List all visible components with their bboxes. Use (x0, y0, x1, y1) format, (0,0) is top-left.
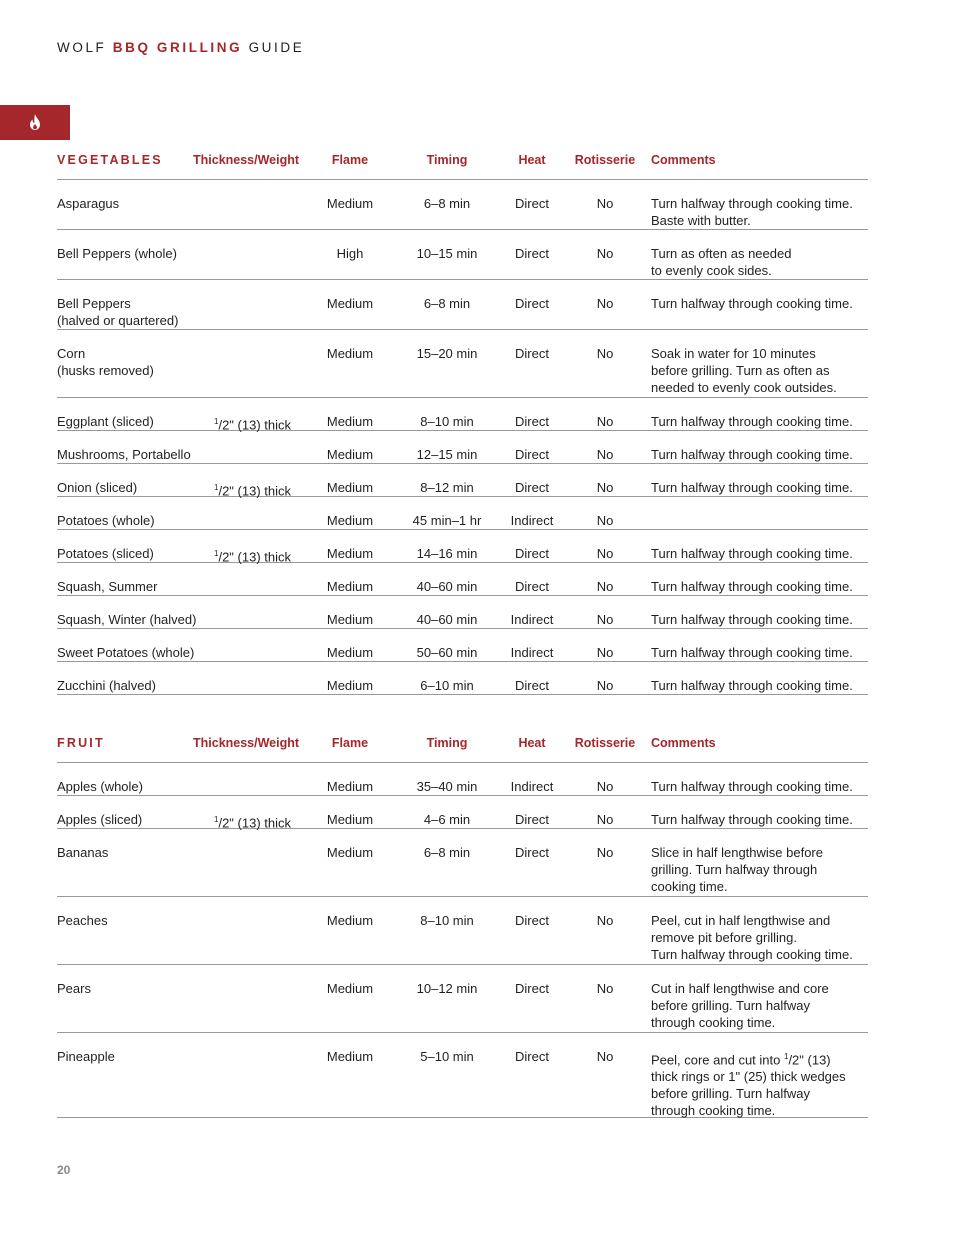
item-heat: Direct (515, 480, 549, 495)
item-rotisserie: No (596, 296, 614, 311)
item-name: Apples (whole) (57, 779, 143, 794)
item-name: Pineapple (57, 1049, 115, 1064)
item-timing: 35–40 min (416, 779, 478, 794)
item-name: Mushrooms, Portabello (57, 447, 191, 462)
item-heat: Indirect (510, 779, 554, 794)
item-flame: Medium (326, 612, 374, 627)
item-rotisserie: No (596, 981, 614, 996)
item-rotisserie: No (596, 546, 614, 561)
table-header (57, 152, 868, 180)
item-comments: Turn halfway through cooking time. (651, 812, 853, 827)
table-row (57, 965, 868, 1033)
item-flame: Medium (326, 579, 374, 594)
table-row (57, 280, 868, 330)
item-flame: Medium (326, 447, 374, 462)
item-name: Sweet Potatoes (whole) (57, 645, 195, 660)
item-comments: Turn halfway through cooking time. (651, 480, 853, 495)
item-comments: Turn as often as needed to evenly cook sides. (651, 246, 792, 278)
item-name: Bananas (57, 845, 109, 860)
item-heat: Direct (515, 981, 549, 996)
item-comments: Cut in half lengthwise and core before grilling. Turn halfway through cooking time. (651, 981, 829, 1030)
header-prefix: WOLF (57, 40, 107, 55)
item-heat: Direct (515, 1049, 549, 1064)
item-timing: 15–20 min (416, 346, 478, 361)
table-row (57, 897, 868, 965)
item-timing: 6–10 min (420, 678, 474, 693)
item-timing: 5–10 min (420, 1049, 474, 1064)
table-row (57, 330, 868, 398)
item-timing: 6–8 min (423, 296, 471, 311)
item-heat: Direct (515, 296, 549, 311)
item-heat: Direct (515, 246, 549, 261)
section-title: FRUIT (57, 736, 105, 750)
section-title: VEGETABLES (57, 153, 163, 167)
column-header-rotisserie: Rotisserie (574, 153, 636, 167)
item-comments: Turn halfway through cooking time. (651, 546, 853, 561)
item-rotisserie: No (596, 579, 614, 594)
column-header-thickness: Thickness/Weight (193, 736, 300, 750)
item-rotisserie: No (596, 779, 614, 794)
item-timing: 12–15 min (416, 447, 478, 462)
flame-icon (28, 113, 42, 131)
item-heat: Direct (515, 913, 549, 928)
item-timing: 8–12 min (420, 480, 474, 495)
item-name: Squash, Winter (halved) (57, 612, 197, 627)
item-heat: Direct (515, 579, 549, 594)
item-timing: 6–8 min (423, 845, 471, 860)
table-row (57, 596, 868, 629)
item-name: Eggplant (sliced) (57, 414, 154, 429)
item-thickness: $^1$/2" (13) thick (214, 483, 291, 499)
item-thickness: $^1$/2" (13) thick (214, 417, 291, 433)
item-timing: 8–10 min (420, 414, 474, 429)
item-rotisserie: No (596, 414, 614, 429)
item-flame: Medium (326, 645, 374, 660)
item-timing: 40–60 min (416, 579, 478, 594)
item-comments: Turn halfway through cooking time. (651, 296, 853, 311)
item-rotisserie: No (596, 1049, 614, 1064)
item-timing: 14–16 min (416, 546, 478, 561)
item-flame: Medium (326, 296, 374, 311)
item-heat: Direct (515, 678, 549, 693)
item-comments: Turn halfway through cooking time. (651, 678, 853, 693)
table-row (57, 530, 868, 563)
item-name: Pears (57, 981, 91, 996)
table-row (57, 1033, 868, 1118)
column-header-timing: Timing (426, 153, 468, 167)
item-comments: Turn halfway through cooking time. Baste with butter. (651, 196, 853, 228)
item-heat: Direct (515, 845, 549, 860)
table-row (57, 763, 868, 796)
fruit-table (57, 735, 868, 1118)
column-header-flame: Flame (331, 153, 369, 167)
table-row (57, 180, 868, 230)
table-row (57, 662, 868, 695)
item-rotisserie: No (596, 645, 614, 660)
column-header-flame: Flame (331, 736, 369, 750)
item-thickness: $^1$/2" (13) thick (214, 549, 291, 565)
item-rotisserie: No (596, 678, 614, 693)
header-brand: BBQ GRILLING (112, 40, 243, 55)
item-flame: Medium (326, 196, 374, 211)
column-header-timing: Timing (426, 736, 468, 750)
item-rotisserie: No (596, 612, 614, 627)
table-row (57, 464, 868, 497)
item-rotisserie: No (596, 480, 614, 495)
item-name: Onion (sliced) (57, 480, 138, 495)
item-comments: Turn halfway through cooking time. (651, 447, 853, 462)
column-header-heat: Heat (518, 736, 546, 750)
item-name: Potatoes (sliced) (57, 546, 154, 561)
item-comments: Turn halfway through cooking time. (651, 645, 853, 660)
item-heat: Direct (515, 346, 549, 361)
item-timing: 45 min–1 hr (412, 513, 482, 528)
page-header (57, 40, 304, 55)
item-comments: Turn halfway through cooking time. (651, 579, 853, 594)
table-row (57, 497, 868, 530)
column-header-heat: Heat (518, 153, 546, 167)
item-rotisserie: No (596, 513, 614, 528)
table-row (57, 829, 868, 897)
vegetables-table (57, 152, 868, 695)
item-heat: Direct (515, 447, 549, 462)
item-flame: Medium (326, 546, 374, 561)
table-row (57, 563, 868, 596)
item-flame: Medium (326, 845, 374, 860)
item-rotisserie: No (596, 346, 614, 361)
item-timing: 10–15 min (416, 246, 478, 261)
item-comments: Turn halfway through cooking time. (651, 779, 853, 794)
column-header-comments: Comments (651, 736, 716, 750)
item-timing: 6–8 min (423, 196, 471, 211)
item-heat: Indirect (510, 513, 554, 528)
item-name: Potatoes (whole) (57, 513, 155, 528)
item-rotisserie: No (596, 812, 614, 827)
item-name: Zucchini (halved) (57, 678, 156, 693)
item-flame: High (336, 246, 364, 261)
column-header-rotisserie: Rotisserie (574, 736, 636, 750)
item-name: Bell Peppers (whole) (57, 246, 177, 261)
item-timing: 40–60 min (416, 612, 478, 627)
item-comments: Soak in water for 10 minutes before grilling. Turn as often as needed to evenly cook outsides. (651, 346, 837, 395)
item-name: Apples (sliced) (57, 812, 143, 827)
item-flame: Medium (326, 414, 374, 429)
item-flame: Medium (326, 346, 374, 361)
item-timing: 4–6 min (423, 812, 471, 827)
item-flame: Medium (326, 779, 374, 794)
item-heat: Indirect (510, 612, 554, 627)
table-row (57, 230, 868, 280)
item-flame: Medium (326, 678, 374, 693)
item-heat: Direct (515, 812, 549, 827)
item-heat: Direct (515, 414, 549, 429)
header-suffix: GUIDE (248, 40, 305, 55)
item-heat: Indirect (510, 645, 554, 660)
item-rotisserie: No (596, 246, 614, 261)
item-thickness: $^1$/2" (13) thick (214, 815, 291, 831)
item-comments: Turn halfway through cooking time. (651, 612, 853, 627)
item-name: Bell Peppers (halved or quartered) (57, 296, 179, 328)
item-flame: Medium (326, 913, 374, 928)
table-row (57, 796, 868, 829)
item-flame: Medium (326, 513, 374, 528)
item-rotisserie: No (596, 447, 614, 462)
table-row (57, 629, 868, 662)
page-number: 20 (57, 1163, 71, 1177)
item-flame: Medium (326, 480, 374, 495)
item-flame: Medium (326, 812, 374, 827)
item-rotisserie: No (596, 196, 614, 211)
item-timing: 10–12 min (416, 981, 478, 996)
item-timing: 8–10 min (420, 913, 474, 928)
item-comments: Slice in half lengthwise before grilling. Turn halfway through cooking time. (651, 845, 823, 894)
item-timing: 50–60 min (416, 645, 478, 660)
item-comments: Peel, cut in half lengthwise and remove pit before grilling. Turn halfway through cooking time. (651, 913, 853, 962)
item-comments: Turn halfway through cooking time. (651, 414, 853, 429)
table-row (57, 398, 868, 431)
section-tab (0, 105, 70, 140)
item-heat: Direct (515, 546, 549, 561)
column-header-thickness: Thickness/Weight (193, 153, 300, 167)
item-comments: Peel, core and cut into $^1$/2" (13) thick rings or 1" (25) thick wedges before grilling. Turn halfway through cooking time. (651, 1052, 846, 1119)
item-heat: Direct (515, 196, 549, 211)
table-row (57, 431, 868, 464)
item-rotisserie: No (596, 845, 614, 860)
item-flame: Medium (326, 1049, 374, 1064)
item-name: Asparagus (57, 196, 120, 211)
item-name: Peaches (57, 913, 108, 928)
item-rotisserie: No (596, 913, 614, 928)
item-name: Corn (husks removed) (57, 346, 154, 378)
table-header (57, 735, 868, 763)
item-flame: Medium (326, 981, 374, 996)
column-header-comments: Comments (651, 153, 716, 167)
item-name: Squash, Summer (57, 579, 158, 594)
